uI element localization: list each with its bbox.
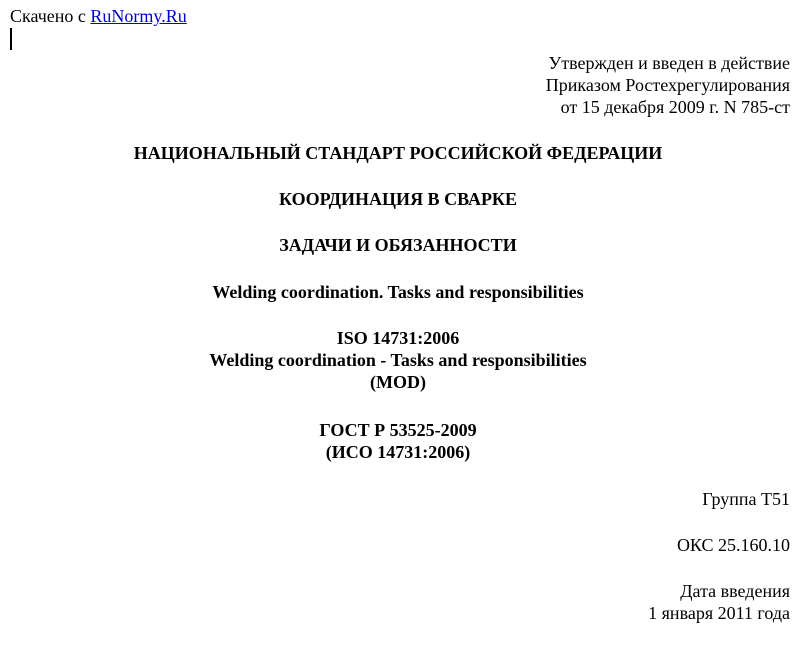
source-prefix: Скачено с xyxy=(10,6,91,26)
iso-title: Welding coordination - Tasks and responsibilities xyxy=(209,350,587,370)
iso-number: ISO 14731:2006 xyxy=(336,328,460,348)
gost-iso-ref: (ИСО 14731:2006) xyxy=(325,442,471,462)
source-link[interactable]: RuNormy.Ru xyxy=(90,6,187,26)
iso-modification: (MOD) xyxy=(370,372,426,392)
iso-block xyxy=(0,327,796,393)
intro-date-label: Дата введения xyxy=(680,581,790,601)
intro-date-block xyxy=(648,580,790,624)
approval-line-1: Утвержден и введен в действие xyxy=(548,53,790,73)
approval-block xyxy=(546,52,790,118)
oks-code: ОКС 25.160.10 xyxy=(676,535,790,555)
subtitle xyxy=(0,234,796,256)
source-line xyxy=(10,6,187,26)
text-cursor xyxy=(10,28,12,50)
group-code: Группа Т51 xyxy=(702,489,790,509)
subtitle-text: ЗАДАЧИ И ОБЯЗАННОСТИ xyxy=(279,235,517,255)
english-title-text: Welding coordination. Tasks and responsibilities xyxy=(212,282,584,302)
national-standard-heading xyxy=(0,142,796,164)
approval-line-3: от 15 декабря 2009 г. N 785-ст xyxy=(560,97,790,117)
gost-number: ГОСТ Р 53525-2009 xyxy=(319,420,477,440)
english-title xyxy=(0,281,796,303)
intro-date-value: 1 января 2011 года xyxy=(648,603,790,623)
approval-line-2: Приказом Ростехрегулирования xyxy=(545,75,790,95)
gost-block xyxy=(0,419,796,463)
main-title-text: КООРДИНАЦИЯ В СВАРКЕ xyxy=(279,189,517,209)
national-standard-text: НАЦИОНАЛЬНЫЙ СТАНДАРТ РОССИЙСКОЙ ФЕДЕРАЦИИ xyxy=(133,143,663,163)
main-title xyxy=(0,188,796,210)
